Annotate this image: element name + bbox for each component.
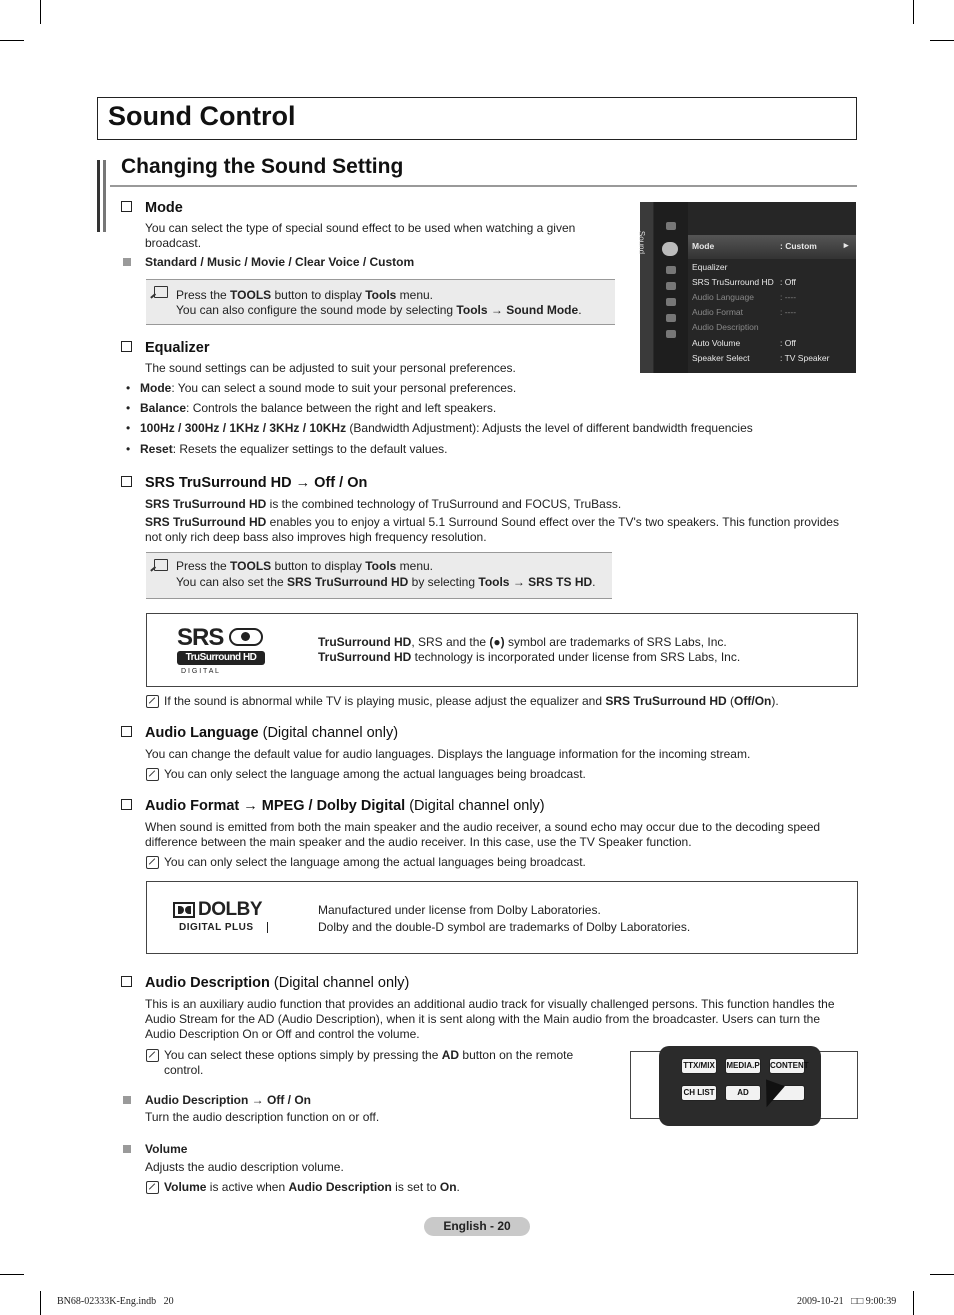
crop-mark xyxy=(40,0,41,24)
tools-tip-box xyxy=(146,279,615,325)
equalizer-bullet: Balance: Controls the balance between the right and left speakers. xyxy=(140,401,497,415)
crop-mark xyxy=(913,0,914,24)
srs-logo: SRS TruSurround HD D I G I T A L xyxy=(177,624,265,676)
srs-tip-line2: You can also set the SRS TruSurround HD by selecting Tools → SRS TS HD. xyxy=(176,575,596,589)
checkbox-icon xyxy=(121,476,132,487)
note-icon xyxy=(146,768,159,781)
crop-mark xyxy=(40,1291,41,1315)
mode-options: Standard / Music / Movie / Clear Voice / Custom xyxy=(145,255,415,269)
tools-icon xyxy=(154,559,168,571)
equalizer-bullet: Mode: You can select a sound mode to suit your personal preferences. xyxy=(140,381,517,395)
square-bullet-icon xyxy=(123,258,131,266)
checkbox-icon xyxy=(121,341,132,352)
page-number: English - 20 xyxy=(424,1217,530,1236)
srs-symbol-icon xyxy=(229,628,263,646)
section-bar xyxy=(97,160,100,232)
crop-mark xyxy=(930,1274,954,1275)
audio-format-note: You can only select the language among the actual languages being broadcast. xyxy=(164,855,586,869)
audio-language-note: You can only select the language among the actual languages being broadcast. xyxy=(164,767,586,781)
square-bullet-icon xyxy=(123,1096,131,1104)
osd-row-label: Mode xyxy=(692,241,715,251)
equalizer-heading: Equalizer xyxy=(121,340,209,356)
section-title: Changing the Sound Setting xyxy=(121,155,404,178)
srs-license-line2: TruSurround HD technology is incorporated under license from SRS Labs, Inc. xyxy=(318,650,741,664)
volume-heading: Volume xyxy=(145,1142,188,1156)
srs-heading: SRS TruSurround HD → Off / On xyxy=(121,475,367,491)
picture-icon xyxy=(666,222,676,230)
osd-row-label: Audio Language xyxy=(692,292,754,302)
osd-row-label[interactable]: Speaker Select xyxy=(692,353,750,363)
note-icon xyxy=(146,856,159,869)
equalizer-desc: The sound settings can be adjusted to suit your personal preferences. xyxy=(145,361,516,375)
equalizer-bullet: Reset: Resets the equalizer settings to the default values. xyxy=(140,442,448,456)
note-icon xyxy=(146,1181,159,1194)
bullet-icon: • xyxy=(126,442,131,456)
footer-date: 2009-10-21 □□ 9:00:39 xyxy=(797,1296,897,1307)
dolby-logo-box xyxy=(146,881,858,954)
ad-button: AD xyxy=(725,1085,761,1101)
osd-side-tab: Sound xyxy=(640,202,653,373)
double-d-icon xyxy=(173,902,195,918)
square-bullet-icon xyxy=(123,1145,131,1153)
osd-row-value: : Off xyxy=(780,277,796,287)
footer-file: BN68-02333K-Eng.indb 20 xyxy=(57,1296,174,1307)
content-button: CONTENT xyxy=(769,1058,805,1074)
srs-tools-tip-box xyxy=(146,552,612,599)
osd-row-label[interactable]: Auto Volume xyxy=(692,338,741,348)
srs-license-line1: TruSurround HD, SRS and the (●) symbol are trademarks of SRS Labs, Inc. xyxy=(318,635,727,649)
osd-icon-column xyxy=(654,202,688,373)
channel-icon xyxy=(666,266,676,274)
osd-row-label[interactable]: Equalizer xyxy=(692,262,728,272)
volume-note: Volume is active when Audio Description is set to On. xyxy=(164,1180,460,1194)
ttx-mix-button: TTX/MIX xyxy=(681,1058,717,1074)
ch-list-button: CH LIST xyxy=(681,1085,717,1101)
media-p-button: MEDIA.P xyxy=(725,1058,761,1074)
audio-description-sub1-desc: Turn the audio description function on or off. xyxy=(145,1110,380,1124)
tools-tip-line2: You can also configure the sound mode by selecting Tools → Sound Mode. xyxy=(176,303,582,317)
crop-mark xyxy=(913,1291,914,1315)
audio-language-heading: Audio Language (Digital channel only) xyxy=(121,725,398,741)
osd-list xyxy=(688,202,856,373)
crop-mark xyxy=(0,1274,24,1275)
audio-description-sub1-heading: Audio Description → Off / On xyxy=(145,1093,311,1107)
bullet-icon: • xyxy=(126,381,131,395)
remote-control-image xyxy=(630,1051,858,1119)
osd-arrow-icon: ► xyxy=(842,240,851,250)
srs-symbol-icon: (●) xyxy=(489,635,505,649)
bullet-icon: • xyxy=(126,421,131,435)
osd-row-value: : TV Speaker xyxy=(780,353,830,363)
checkbox-icon xyxy=(121,201,132,212)
audio-description-heading: Audio Description (Digital channel only) xyxy=(121,975,409,991)
dolby-license-line1: Manufactured under license from Dolby Laboratories. xyxy=(318,903,601,917)
srs-desc2: SRS TruSurround HD enables you to enjoy a virtual 5.1 Surround Sound effect over the TV's two speakers. This function provides not only rich deep bass also improves high frequency resolution. xyxy=(145,515,839,544)
osd-row-label[interactable]: SRS TruSurround HD xyxy=(692,277,774,287)
mode-desc: You can select the type of special sound effect to be used when watching a given broadcast. xyxy=(145,221,576,250)
osd-row-label: Audio Format xyxy=(692,307,744,317)
srs-desc1: SRS TruSurround HD is the combined technology of TruSurround and FOCUS, TruBass. xyxy=(145,497,622,511)
osd-row-value: : Custom xyxy=(780,241,817,251)
checkbox-icon xyxy=(121,799,132,810)
audio-description-tip: You can select these options simply by pressing the AD button on the remote control. xyxy=(164,1048,574,1077)
dolby-license-line2: Dolby and the double-D symbol are trademarks of Dolby Laboratories. xyxy=(318,920,691,934)
tools-tip-line1: Press the TOOLS button to display Tools menu. xyxy=(176,288,434,302)
mode-heading: Mode xyxy=(121,200,183,216)
checkbox-icon xyxy=(121,726,132,737)
sound-icon xyxy=(662,242,678,256)
application-icon xyxy=(666,314,676,322)
bullet-icon: • xyxy=(126,401,131,415)
volume-desc: Adjusts the audio description volume. xyxy=(145,1160,344,1174)
audio-format-desc: When sound is emitted from both the main speaker and the audio receiver, a sound echo may occur due to the decoding speed difference between the main speaker and the audio receiver. In this case, use the TV Speaker function. xyxy=(145,820,821,849)
osd-row-value: : ---- xyxy=(780,307,797,317)
srs-note: If the sound is abnormal while TV is playing music, please adjust the equalizer and SRS TruSurround HD (Off/On). xyxy=(164,694,779,708)
crop-mark xyxy=(0,40,24,41)
remote-note-icon xyxy=(146,1049,159,1062)
section-bar xyxy=(103,160,106,232)
support-icon xyxy=(666,330,676,338)
crop-mark xyxy=(930,40,954,41)
page-title-box xyxy=(97,97,857,140)
audio-language-desc: You can change the default value for audio languages. Displays the language information for the incoming stream. xyxy=(145,747,751,761)
osd-row-value: : Off xyxy=(780,338,796,348)
srs-tip-line1: Press the TOOLS button to display Tools menu. xyxy=(176,559,434,573)
note-icon xyxy=(146,695,159,708)
audio-format-heading: Audio Format → MPEG / Dolby Digital (Digital channel only) xyxy=(121,798,545,814)
page-title: Sound Control xyxy=(108,101,296,131)
dolby-logo: DOLBY DIGITAL PLUS xyxy=(173,900,269,934)
setup-icon xyxy=(666,282,676,290)
audio-description-desc: This is an auxiliary audio function that provides an additional audio track for visually challenged persons. This function handles the Audio Stream for the AD (Audio Description), when it is sent along with the Main audio from the broadcaster. Users can turn the Audio Description On or Off and control the volume. xyxy=(145,997,835,1041)
tools-icon xyxy=(154,286,168,298)
sound-osd-menu xyxy=(637,202,856,373)
checkbox-icon xyxy=(121,976,132,987)
section-rule xyxy=(110,185,857,187)
osd-row-label: Audio Description xyxy=(692,322,759,332)
srs-logo-box xyxy=(146,613,858,687)
osd-row-value: : ---- xyxy=(780,292,797,302)
remote-body xyxy=(659,1046,821,1126)
equalizer-bullet: 100Hz / 300Hz / 1KHz / 3KHz / 10KHz (Bandwidth Adjustment): Adjusts the level of different bandwidth frequencies xyxy=(140,421,753,435)
input-icon xyxy=(666,298,676,306)
